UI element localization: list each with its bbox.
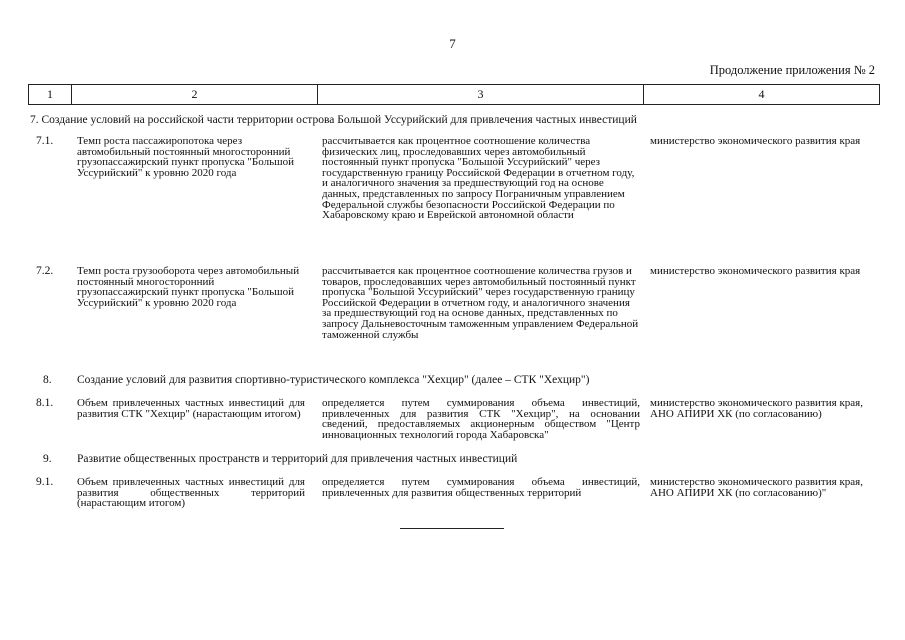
responsible-cell: министерство экономического развития края, АНО АПИРИ ХК (по согласованию)" bbox=[650, 476, 863, 499]
indicator-cell: Объем привлеченных частных инвестиций для развития общественных территорий (нарастающим итогом) bbox=[77, 476, 305, 510]
header-col-1: 1 bbox=[29, 85, 72, 105]
row-number: 9.1. bbox=[36, 476, 54, 488]
responsible-cell: министерство экономического развития края bbox=[650, 135, 861, 147]
method-cell: рассчитывается как процентное соотношение количества физических лиц, проследовавших через автомобильный постоянный пункт пропуска "Большой Уссурийский" через государственную границу Российской Федерации в отчетном году, и аналогичного значения за предшествующий год на основе данных, представленных по запросу Пограничным управлением Федеральной службы безопасности Российской Федерации по Хабаровскому краю и Еврейской автономной области bbox=[322, 135, 635, 222]
method-cell: определяется путем суммирования объема инвестиций, привлеченных для развития СТК "Хехцир", на основании сведений, предоставляемых акционерным обществом "Центр инновационных технологий города Хабаровска" bbox=[322, 397, 640, 441]
row-number: 7.2. bbox=[36, 265, 54, 277]
section-number: 9. bbox=[43, 453, 52, 465]
header-col-3: 3 bbox=[318, 85, 644, 105]
end-divider bbox=[400, 528, 504, 529]
indicator-cell: Объем привлеченных частных инвестиций для развития СТК "Хехцир" (нарастающим итогом) bbox=[77, 397, 305, 420]
indicator-cell: Темп роста грузооборота через автомобильный постоянный многосторонний грузопассажирский пункт пропуска "Большой Уссурийский" к уровню 2020 года bbox=[77, 265, 300, 309]
row-number: 7.1. bbox=[36, 135, 54, 147]
row-number: 8.1. bbox=[36, 397, 54, 409]
indicator-cell: Темп роста пассажиропотока через автомобильный постоянный многосторонний грузопассажирский пункт пропуска "Большой Уссурийский" к уровню 2020 года bbox=[77, 135, 294, 179]
continuation-label: Продолжение приложения № 2 bbox=[709, 63, 875, 77]
header-row bbox=[29, 85, 880, 105]
section-title: Развитие общественных пространств и территорий для привлечения частных инвестиций bbox=[77, 453, 518, 465]
responsible-cell: министерство экономического развития края, АНО АПИРИ ХК (по согласованию) bbox=[650, 397, 863, 420]
method-cell: определяется путем суммирования объема инвестиций, привлеченных для развития общественных территорий bbox=[322, 476, 640, 499]
section-title: Создание условий для развития спортивно-туристического комплекса "Хехцир" (далее – СТК "Хехцир") bbox=[77, 374, 590, 386]
responsible-cell: министерство экономического развития края bbox=[650, 265, 861, 277]
header-col-4: 4 bbox=[644, 85, 880, 105]
section-number: 8. bbox=[43, 374, 52, 386]
method-cell: рассчитывается как процентное соотношение количества грузов и товаров, проследовавших через автомобильный постоянный пункт пропуска "Большой Уссурийский" через государственную границу Российской Федерации в отчетном году, и аналогичного значения за предшествующий год на основе данных, представленных по запросу Дальневосточным таможенным управлением Федеральной таможенной службы bbox=[322, 265, 639, 341]
header-col-2: 2 bbox=[72, 85, 318, 105]
page-number: 7 bbox=[449, 36, 456, 51]
column-header-table bbox=[28, 84, 880, 105]
section-7-heading: 7. Создание условий на российской части территории острова Большой Уссурийский для привлечения частных инвестиций bbox=[30, 114, 637, 126]
